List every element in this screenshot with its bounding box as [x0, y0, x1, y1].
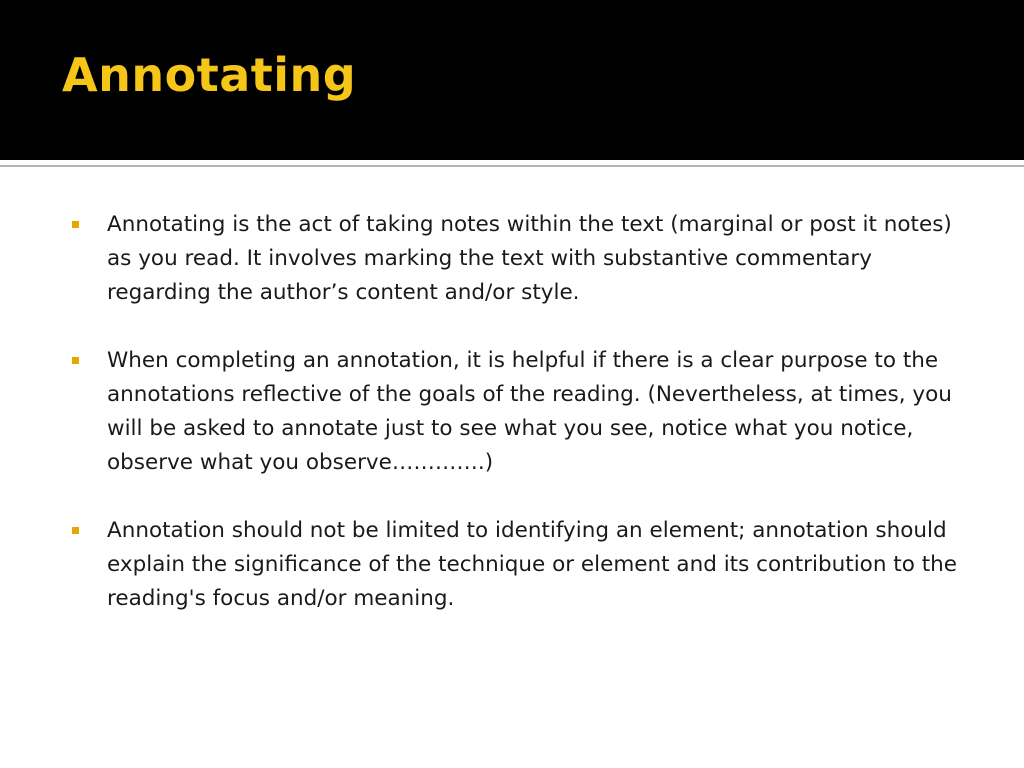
- title-divider-thin: [0, 165, 1024, 167]
- bullet-item: [72, 514, 972, 616]
- bullet-list: [72, 208, 972, 650]
- square-bullet-icon: [72, 221, 79, 228]
- title-band: [0, 0, 1024, 160]
- square-bullet-icon: [72, 357, 79, 364]
- bullet-text: Annotation should not be limited to identifying an element; annotation should explain the significance of the technique or element and its contribution to the reading's focus and/or meaning.: [107, 518, 957, 611]
- bullet-text: When completing an annotation, it is helpful if there is a clear purpose to the annotations reflective of the goals of the reading. (Nevertheless, at times, you will be asked to annotate just to see what you see, notice what you notice, observe what you observe………….): [107, 348, 952, 475]
- bullet-item: [72, 344, 972, 480]
- square-bullet-icon: [72, 527, 79, 534]
- slide-title: Annotating: [62, 48, 357, 102]
- title-divider-thick: [0, 160, 1024, 163]
- bullet-item: [72, 208, 972, 310]
- bullet-text: Annotating is the act of taking notes within the text (marginal or post it notes) as you read. It involves marking the text with substantive commentary regarding the author’s content and/or style.: [107, 212, 952, 305]
